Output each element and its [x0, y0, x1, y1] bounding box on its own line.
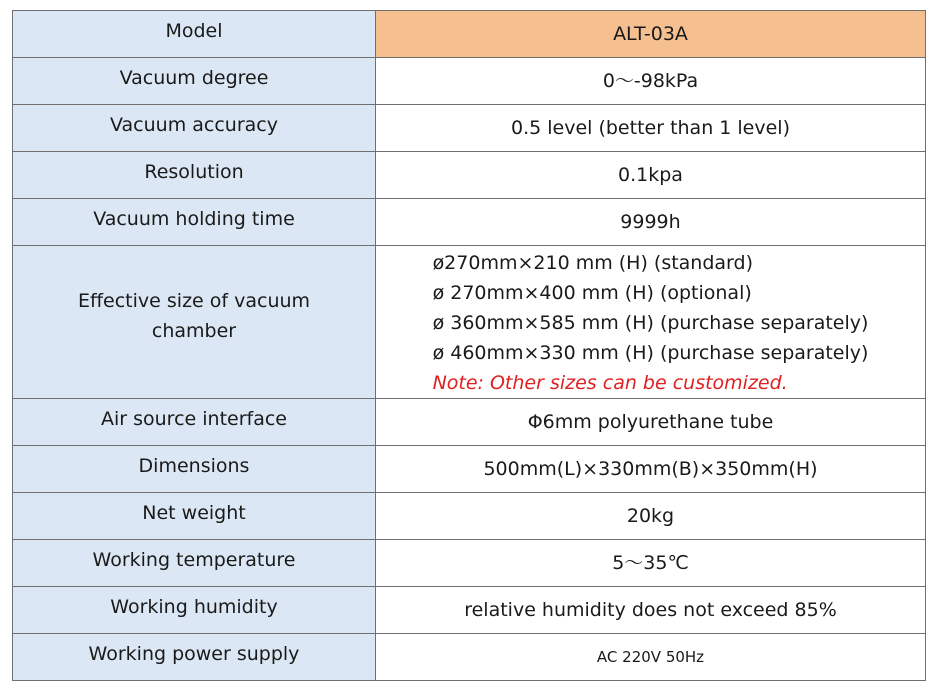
spec-row-working-power-supply	[13, 634, 926, 681]
spec-value-vacuum-degree: 0～-98kPa	[376, 58, 926, 105]
spec-value-resolution: 0.1kpa	[376, 152, 926, 199]
chamber-size-option: ø 270mm×400 mm (H) (optional)	[432, 282, 752, 304]
spec-value-working-power-supply: AC 220V 50Hz	[376, 634, 926, 681]
spec-label-resolution	[13, 152, 376, 199]
spec-row-vacuum-accuracy	[13, 105, 926, 152]
chamber-size-option: ø 460mm×330 mm (H) (purchase separately)	[432, 342, 869, 364]
spec-label-air-source-interface	[13, 399, 376, 446]
specification-table	[12, 10, 926, 681]
chamber-label-line1: Effective size of vacuum	[77, 290, 311, 312]
chamber-label-wrap	[78, 289, 310, 349]
spec-label-text: Air source interface	[100, 408, 287, 430]
chamber-size-option: ø 360mm×585 mm (H) (purchase separately)	[432, 312, 869, 334]
spec-label-text: Vacuum degree	[119, 67, 269, 89]
spec-value-chamber-size	[376, 246, 926, 399]
spec-label-text: Working power supply	[88, 643, 300, 665]
spec-row-air-source-interface	[13, 399, 926, 446]
spec-row-resolution	[13, 152, 926, 199]
spec-row-vacuum-holding-time	[13, 199, 926, 246]
spec-label-working-temperature	[13, 540, 376, 587]
spec-label-net-weight	[13, 493, 376, 540]
spec-value-working-humidity: relative humidity does not exceed 85%	[376, 587, 926, 634]
spec-row-model	[13, 11, 926, 58]
spec-value-dimensions: 500mm(L)×330mm(B)×350mm(H)	[376, 446, 926, 493]
spec-label-vacuum-degree	[13, 58, 376, 105]
spec-row-vacuum-degree	[13, 58, 926, 105]
spec-label-working-humidity	[13, 587, 376, 634]
spec-row-dimensions	[13, 446, 926, 493]
spec-value-net-weight: 20kg	[376, 493, 926, 540]
spec-row-working-humidity	[13, 587, 926, 634]
chamber-size-list	[433, 246, 869, 398]
spec-label-text: Net weight	[142, 502, 246, 524]
spec-label-text: Vacuum accuracy	[110, 114, 278, 136]
spec-row-chamber-size	[13, 246, 926, 399]
spec-label-chamber-size	[13, 246, 376, 399]
spec-label-vacuum-accuracy	[13, 105, 376, 152]
spec-row-net-weight	[13, 493, 926, 540]
spec-label-working-power-supply	[13, 634, 376, 681]
spec-label-text: Model	[165, 20, 223, 42]
spec-label-text: Working humidity	[110, 596, 278, 618]
spec-value-air-source-interface: Φ6mm polyurethane tube	[376, 399, 926, 446]
spec-label-text: Dimensions	[138, 455, 250, 477]
spec-row-working-temperature	[13, 540, 926, 587]
spec-value-model: ALT-03A	[376, 11, 926, 58]
spec-label-dimensions	[13, 446, 376, 493]
spec-label-vacuum-holding-time	[13, 199, 376, 246]
spec-label-text: Working temperature	[92, 549, 296, 571]
chamber-label-line2: chamber	[151, 320, 237, 342]
spec-value-working-temperature: 5～35℃	[376, 540, 926, 587]
spec-value-vacuum-accuracy: 0.5 level (better than 1 level)	[376, 105, 926, 152]
spec-value-vacuum-holding-time: 9999h	[376, 199, 926, 246]
customization-note: Note: Other sizes can be customized.	[432, 372, 788, 394]
spec-label-text: Resolution	[144, 161, 244, 183]
spec-label-model	[13, 11, 376, 58]
chamber-size-option: ø270mm×210 mm (H) (standard)	[432, 252, 754, 274]
spec-label-text: Vacuum holding time	[93, 208, 295, 230]
